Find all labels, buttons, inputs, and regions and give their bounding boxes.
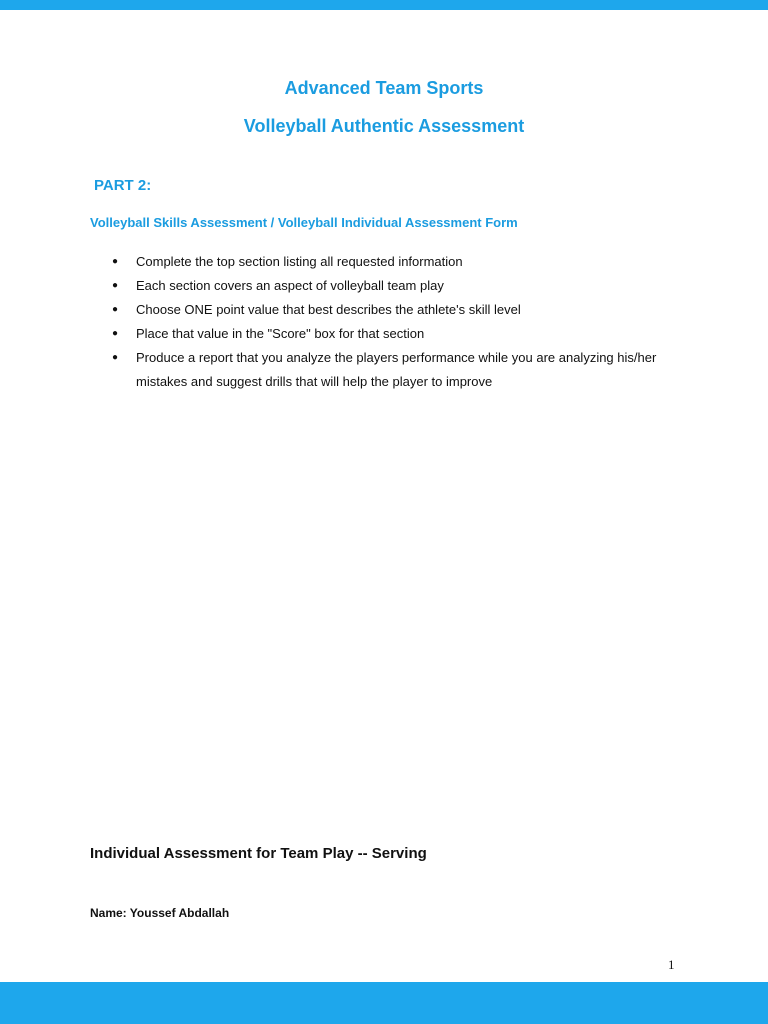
section-heading: Individual Assessment for Team Play -- Serving — [90, 845, 427, 862]
header-accent-bar — [0, 0, 768, 10]
athlete-name: Name: Youssef Abdallah — [90, 906, 230, 920]
part-label: PART 2: — [94, 177, 152, 194]
bullet-icon: ● — [112, 328, 119, 339]
instruction-text: Place that value in the "Score" box for that section — [136, 326, 425, 341]
document-title: Advanced Team Sports — [284, 78, 484, 98]
instruction-list — [90, 250, 670, 394]
instruction-text: Each section covers an aspect of volleyball team play — [136, 278, 444, 293]
instruction-text: Complete the top section listing all requested information — [136, 254, 463, 269]
instruction-item — [90, 322, 670, 346]
page-number: 1 — [668, 957, 675, 972]
footer-accent-bar — [0, 982, 768, 1024]
instruction-item — [90, 274, 670, 298]
instruction-text: Produce a report that you analyze the players performance while you are analyzing his/her mistakes and suggest drills that will help the player to improve — [136, 350, 657, 389]
bullet-icon: ● — [112, 352, 119, 363]
bullet-icon: ● — [112, 256, 119, 267]
instruction-item — [90, 298, 670, 322]
bullet-icon: ● — [112, 304, 119, 315]
bullet-icon: ● — [112, 280, 119, 291]
form-subheading: Volleyball Skills Assessment / Volleyball Individual Assessment Form — [90, 215, 518, 230]
instruction-item — [90, 250, 670, 274]
instruction-text: Choose ONE point value that best describes the athlete's skill level — [136, 302, 521, 317]
instruction-item — [90, 346, 670, 394]
document-subtitle: Volleyball Authentic Assessment — [243, 116, 525, 136]
